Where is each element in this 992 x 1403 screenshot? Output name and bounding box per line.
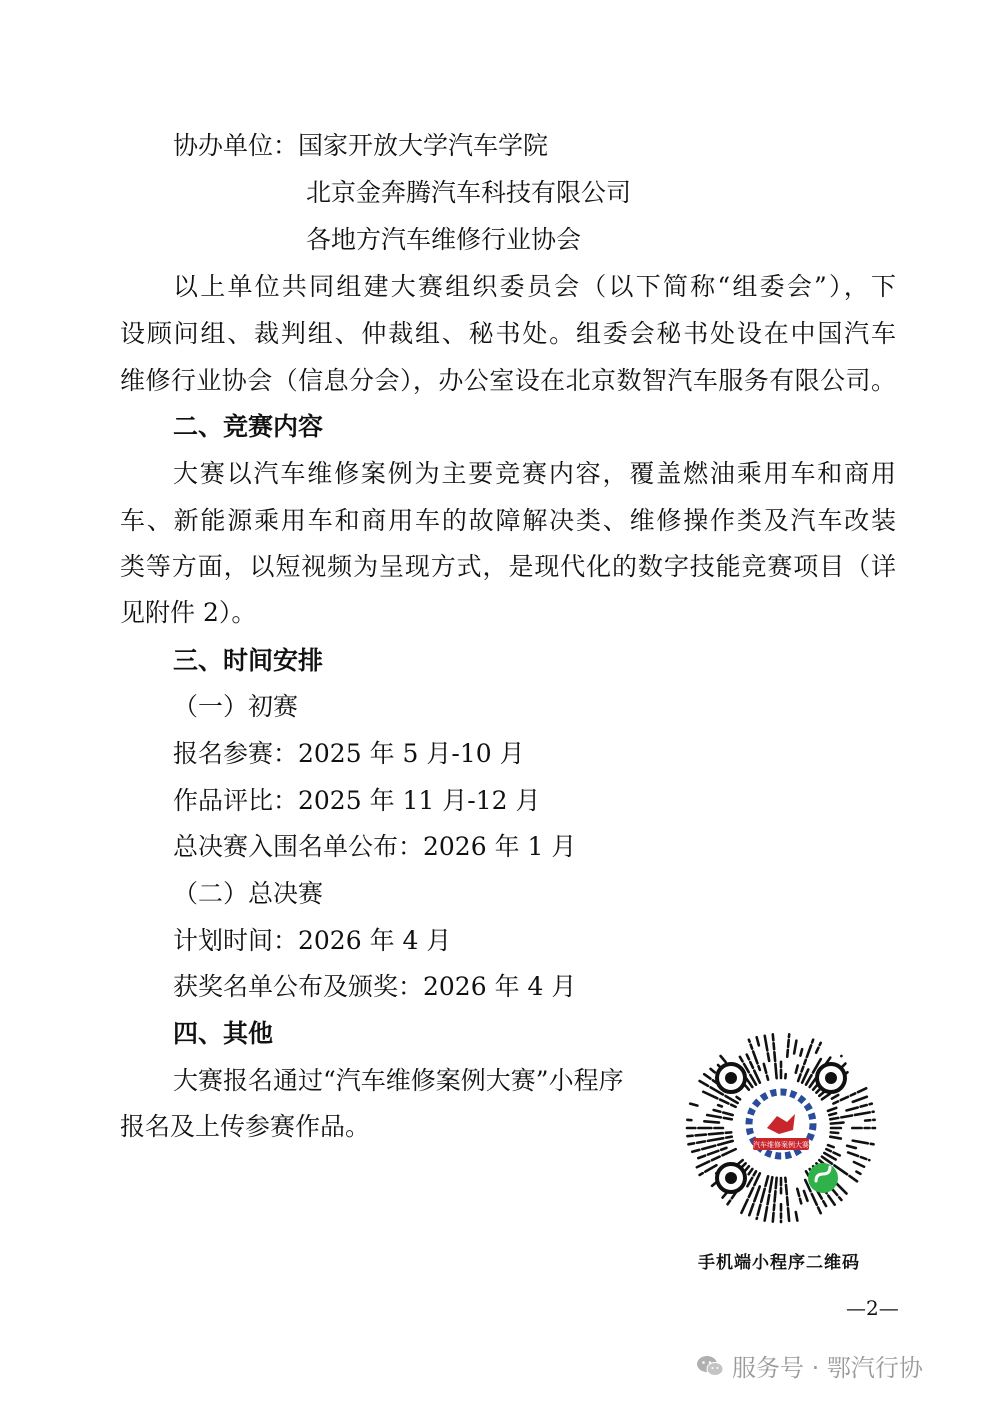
mini-program-qr-code[interactable] — [683, 1030, 879, 1226]
paragraph-line: 设顾问组、裁判组、仲裁组、秘书处。组委会秘书处设在中国汽车 — [120, 319, 896, 348]
paragraph-line: 各地方汽车维修行业协会 — [306, 225, 582, 254]
wechat-watermark — [696, 1348, 923, 1383]
paragraph-line: 大赛报名通过“汽车维修案例大赛”小程序 — [173, 1066, 624, 1095]
schedule-item: 作品评比：2025 年 11 月-12 月 — [173, 786, 541, 815]
paragraph-line: 北京金奔腾汽车科技有限公司 — [306, 178, 632, 207]
paragraph-line: 报名及上传参赛作品。 — [120, 1112, 371, 1141]
subsection-heading: （二）总决赛 — [173, 879, 324, 908]
subsection-heading: （一）初赛 — [173, 692, 299, 721]
paragraph-line: 以上单位共同组建大赛组织委员会（以下简称“组委会”），下 — [173, 272, 896, 301]
schedule-item: 总决赛入围名单公布：2026 年 1 月 — [173, 832, 577, 861]
section-heading: 三、时间安排 — [173, 646, 324, 675]
qr-caption: 手机端小程序二维码 — [698, 1253, 860, 1273]
paragraph-line: 大赛以汽车维修案例为主要竞赛内容，覆盖燃油乘用车和商用 — [173, 459, 896, 488]
paragraph-line: 车、新能源乘用车和商用车的故障解决类、维修操作类及汽车改装 — [120, 506, 896, 535]
contest-logo — [737, 1084, 825, 1172]
schedule-item: 计划时间：2026 年 4 月 — [173, 926, 452, 955]
schedule-item: 报名参赛：2025 年 5 月-10 月 — [173, 739, 525, 768]
mini-program-icon — [808, 1163, 838, 1193]
paragraph-line: 协办单位：国家开放大学汽车学院 — [173, 131, 549, 160]
section-heading: 四、其他 — [173, 1019, 274, 1048]
watermark-text: 服务号 · 鄂汽行协 — [732, 1354, 923, 1382]
page-number: —2— — [846, 1296, 899, 1320]
svg-text:汽车维修案例大赛: 汽车维修案例大赛 — [753, 1141, 809, 1149]
paragraph-line: 见附件 2）。 — [120, 598, 257, 627]
paragraph-line: 维修行业协会（信息分会），办公室设在北京数智汽车服务有限公司。 — [120, 366, 896, 395]
paragraph-line: 类等方面，以短视频为呈现方式，是现代化的数字技能竞赛项目（详 — [120, 552, 896, 581]
schedule-item: 获奖名单公布及颁奖：2026 年 4 月 — [173, 972, 577, 1001]
wechat-icon — [696, 1355, 724, 1377]
section-heading: 二、竞赛内容 — [173, 412, 324, 441]
